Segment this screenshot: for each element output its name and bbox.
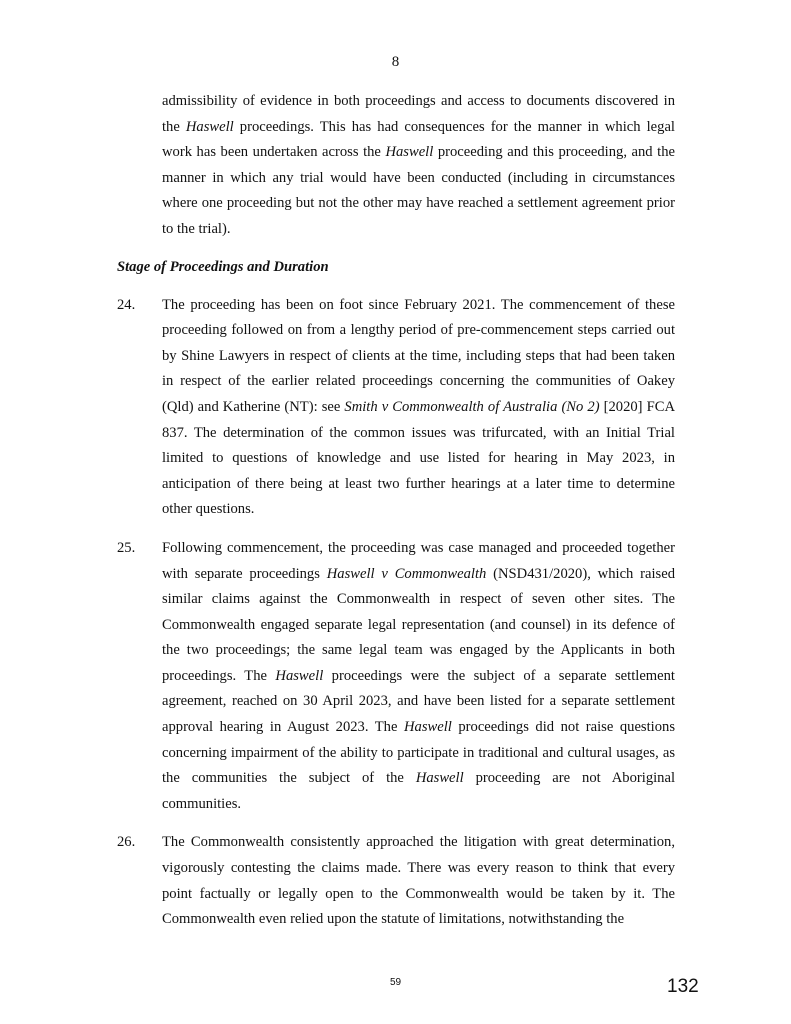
paragraph-text: (NSD431/2020), which raised similar claims against the Commonwealth in respect of seven other sites. The Commonwealth engaged separate legal representation (and counsel) in its defence of the two proceedings; the same legal team was engaged by the Applicants in both proceedings. The [162,565,676,684]
footer-document-number: 132 [667,976,699,997]
paragraph-text: Following commencement, the proceeding was case managed and proceeded together with separate proceedings [162,539,675,582]
case-name-haswell: Haswell [404,719,452,736]
case-citation: Haswell v Commonwealth [326,565,487,582]
case-name-haswell: Haswell [185,118,234,135]
continuation-paragraph [117,89,675,243]
paragraph-text: The proceeding has been on foot since February 2021. The commencement of these proceeding followed on from a lengthy period of pre-commencement steps carried out by Shine Lawyers in respect of clients at the time, including steps that had been taken in respect of the earlier related proceedings concerning the communities of Oakey (Qld) and Katherine (NT): see [162,296,675,415]
paragraph-text: proceedings did not raise questions concerning impairment of the ability to participate in traditional and cultural usages, as the communities the subject of the [162,719,675,787]
section-heading: Stage of Proceedings and Duration [117,258,329,275]
case-name-haswell: Haswell [275,667,324,684]
document-body [117,89,675,946]
continuation-text-2: proceedings. This has had consequences for the manner in which legal work has been undertaken across the [162,118,675,161]
case-name-haswell: Haswell [415,770,464,787]
paragraph-number: 26. [117,834,136,851]
paragraph-26 [117,830,675,932]
paragraph-number: 25. [117,539,136,556]
footer-page-number: 59 [389,977,402,988]
case-name-haswell: Haswell [385,144,434,161]
case-citation: Smith v Commonwealth of Australia (No 2) [344,398,600,415]
paragraph-number: 24. [117,296,136,313]
paragraph-text: proceedings were the subject of a separate settlement agreement, reached on 30 April 2023, and have been listed for a separate settlement approval hearing in August 2023. The [162,667,675,736]
continuation-text-3: proceeding and this proceeding, and the manner in which any trial would have been conducted (including in circumstances where one proceeding but not the other may have reached a settlement agreement prior to the trial). [162,144,675,237]
continuation-text-1: admissibility of evidence in both proceedings and access to documents discovered in the [162,93,675,135]
paragraph-25 [117,536,675,818]
paragraph-text: [2020] FCA 837. The determination of the common issues was trifurcated, with an Initial Trial limited to questions of knowledge and use listed for hearing in May 2023, in anticipation of there being at least two further hearings at a later time to determine other questions. [162,398,675,518]
paragraph-24 [117,293,675,523]
header-page-number: 8 [391,54,400,70]
paragraph-text: The Commonwealth consistently approached the litigation with great determination, vigorously contesting the claims made. There was every reason to think that every point factually or legally open to the Commonwealth would be taken by it. The Commonwealth even relied upon the statute of limitations, notwithstanding the [162,834,675,928]
paragraph-text: proceeding are not Aboriginal communities. [162,770,675,812]
